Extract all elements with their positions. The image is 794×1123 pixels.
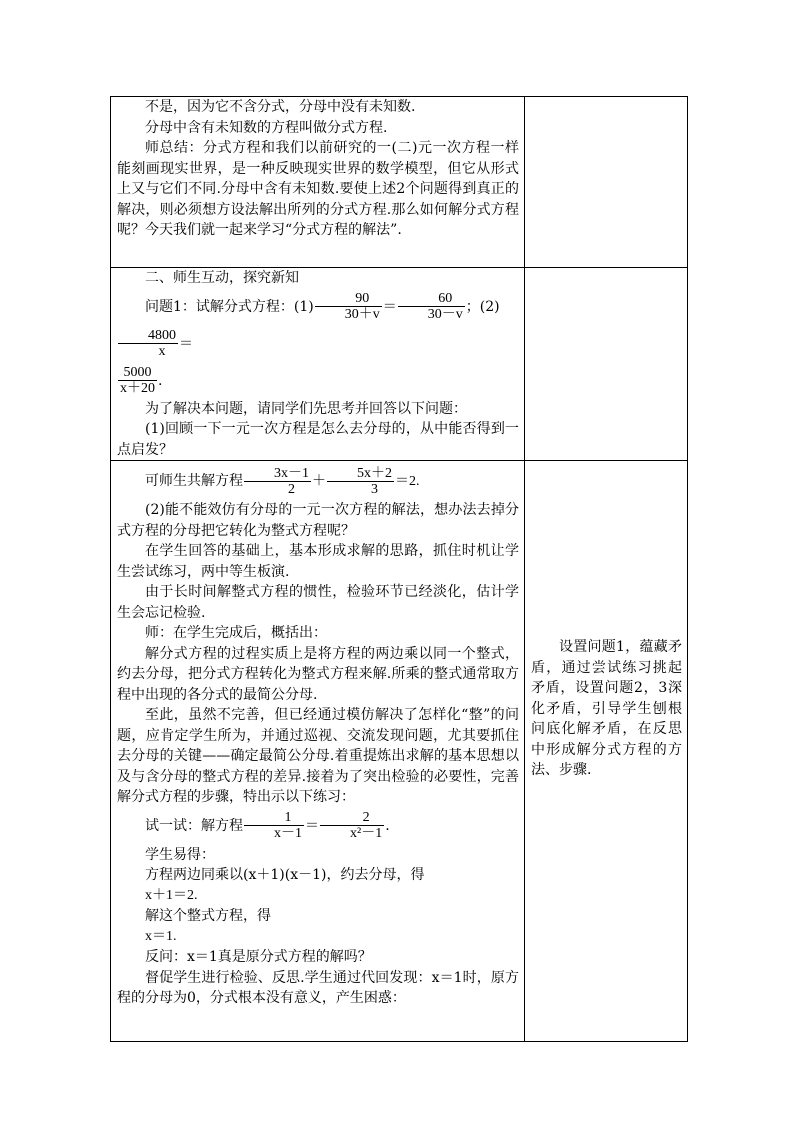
solve-equation-line: 可师生共解方程 $\frac{3x-1}{2}$ ＋ $\frac{5x+2}{3}$ ＝2. bbox=[145, 465, 420, 497]
section-heading: 二、师生互动，探究新知 bbox=[145, 270, 299, 286]
fraction: $\frac{5x+2}{3}$ bbox=[327, 466, 394, 497]
problem-1: 问题1：试解分式方程：(1) $\frac{90}{30+v}$ ＝ $\frac{60}{30-v}$ ；(2) $\frac{4800}{x}$ ＝ bbox=[117, 289, 519, 363]
paragraph: 反问：x＝1真是原分式方程的解吗？ bbox=[145, 949, 372, 965]
paragraph: 解分式方程的过程实质上是将方程的两边乘以同一个整式，约去分母，把分式方程转化为整式方程来解.所乘的整式通常取方程中出现的各分式的最简公分母. bbox=[117, 645, 519, 703]
try-equation-line: 试一试：解方程 $\frac{1}{x-1}$ ＝ $\frac{2}{\text{x²－1}}$ . bbox=[145, 810, 390, 841]
problem-prefix: 问题1：试解分式方程：(1) bbox=[145, 298, 314, 315]
content-cell bbox=[111, 461, 525, 1042]
table-row bbox=[111, 97, 688, 268]
lesson-plan-table bbox=[110, 96, 688, 1042]
paragraph: 为了解决本问题，请同学们先思考并回答以下问题： bbox=[145, 400, 467, 417]
paragraph: x＋1＝2. bbox=[145, 887, 198, 903]
note-cell bbox=[525, 97, 688, 268]
paragraph: 学生易得： bbox=[145, 846, 215, 863]
paragraph: 不是，因为它不含分式，分母中没有未知数. bbox=[145, 99, 416, 115]
fraction: $\frac{5000}{x+20}$ bbox=[120, 365, 155, 396]
paragraph: (1)回顾一下一元一次方程是怎么去分母的，从中能否得到一点启发？ bbox=[117, 421, 519, 458]
note-cell bbox=[525, 461, 688, 1042]
paragraph: 督促学生进行检验、反思.学生通过代回发现：x＝1时，原方程的分母为0，分式根本没有意义，产生困惑： bbox=[117, 969, 519, 1006]
paragraph: 解这个整式方程，得 bbox=[145, 908, 271, 924]
paragraph: 师：在学生完成后，概括出： bbox=[145, 625, 327, 641]
table-row bbox=[111, 268, 688, 461]
fraction: $\frac{4800}{x}$ bbox=[118, 328, 178, 359]
paragraph: 方程两边同乘以(x＋1)(x－1)，约去分母，得 bbox=[145, 867, 425, 883]
fraction: $\frac{60}{30-v}$ bbox=[398, 291, 465, 322]
paragraph: (2)能不能效仿有分母的一元一次方程的解法，想办法去掉分式方程的分母把它转化为整式方程呢？ bbox=[117, 502, 519, 539]
paragraph: 分母中含有未知数的方程叫做分式方程. bbox=[145, 119, 388, 136]
paragraph: 由于长时间解整式方程的惯性，检验环节已经淡化，估计学生会忘记检验. bbox=[117, 584, 519, 621]
content-cell bbox=[111, 97, 525, 268]
fraction: $\frac{1}{x-1}$ bbox=[244, 810, 304, 841]
paragraph: x＝1. bbox=[145, 928, 177, 944]
content-cell bbox=[111, 268, 525, 461]
table-row bbox=[111, 461, 688, 1042]
fraction: $\frac{90}{30+v}$ bbox=[315, 291, 382, 322]
paragraph: 至此，虽然不完善，但已经通过模仿解决了怎样化“整”的问题，应肯定学生所为，并通过巡视、交流发现问题，尤其要抓住去分母的关键——确定最简公分母.着重提炼出求解的基本思想以及与含分母的整式方程的差异.接着为了突出检验的必要性，完善解分式方程的步骤，特出示以下练习： bbox=[117, 707, 519, 805]
paragraph: 师总结：分式方程和我们以前研究的一(二)元一次方程一样能刻画现实世界，是一种反映现实世界的数学模型，但它从形式上又与它们不同.分母中含有未知数.要使上述2个问题得到真正的解决，则必须想方设法解出所列的分式方程.那么如何解分式方程呢？今天我们就一起来学习“分式方程的解法”. bbox=[117, 140, 519, 238]
problem-1-continued: $\frac{5000}{x+20}$ . bbox=[120, 365, 163, 396]
paragraph: 在学生回答的基础上，基本形成求解的思路，抓住时机让学生尝试练习，两中等生板演. bbox=[117, 543, 519, 580]
note-cell bbox=[525, 268, 688, 461]
fraction: $\frac{3x-1}{2}$ bbox=[244, 466, 311, 497]
fraction: $\frac{2}{\text{x²－1}}$ bbox=[320, 810, 384, 841]
teaching-note: 设置问题1，蕴藏矛盾，通过尝试练习挑起矛盾，设置问题2，3深化矛盾，引导学生刨根问底化解矛盾，在反思中形成解分式方程的方法、步骤. bbox=[531, 639, 682, 778]
